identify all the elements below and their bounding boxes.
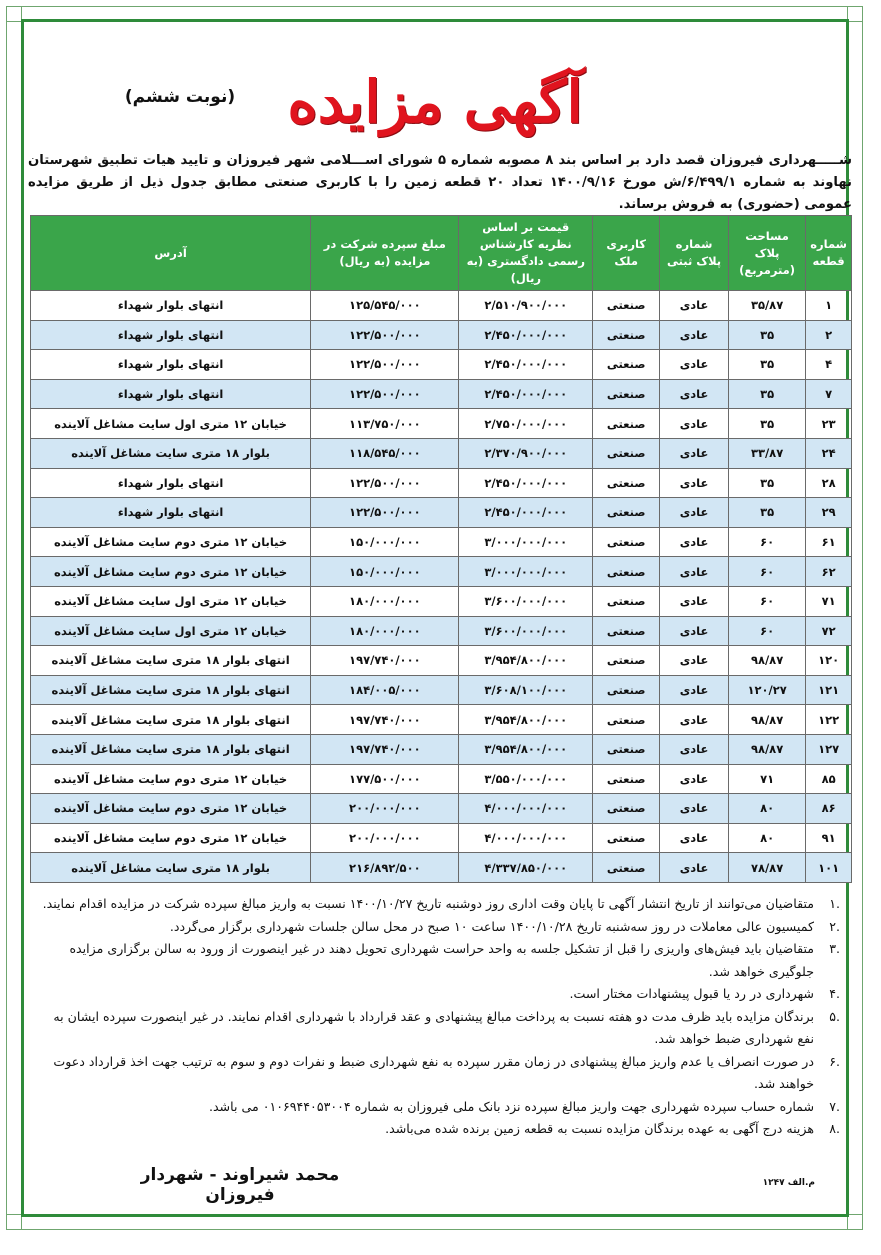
table-header-row [31,216,852,291]
table-cell: صنعتی [593,320,660,350]
table-cell: خیابان ۱۲ متری دوم سایت مشاغل آلاینده [31,794,311,824]
table-cell: ۹۸/۸۷ [728,705,805,735]
note-item [40,1118,840,1141]
table-row [31,705,852,735]
table-cell: صنعتی [593,498,660,528]
note-number: .۱ [829,896,840,911]
table-cell: ۲۰۰/۰۰۰/۰۰۰ [311,823,459,853]
table-cell: انتهای بلوار شهداء [31,350,311,380]
table-cell: ۷ [806,379,852,409]
column-header: شماره قطعه [806,216,852,291]
table-cell: عادی [660,468,729,498]
table-cell: ۴/۳۳۷/۸۵۰/۰۰۰ [459,853,593,883]
table-cell: عادی [660,646,729,676]
table-cell: ۳۵ [728,409,805,439]
table-row [31,823,852,853]
table-row [31,350,852,380]
table-cell: خیابان ۱۲ متری اول سایت مشاغل آلاینده [31,586,311,616]
table-cell: ۲ [806,320,852,350]
table-cell: ۳/۹۵۴/۸۰۰/۰۰۰ [459,705,593,735]
table-cell: عادی [660,675,729,705]
footer-code: م.الف ۱۲۴۷ [762,1178,815,1188]
frame-corner [847,1214,862,1229]
table-cell: صنعتی [593,291,660,321]
table-cell: ۱۷۷/۵۰۰/۰۰۰ [311,764,459,794]
column-header: شماره پلاک ثبتی [660,216,729,291]
note-text: شهرداری در رد یا قبول پیشنهادات مختار است. [569,986,814,1001]
table-cell: ۳۵ [728,379,805,409]
table-cell: عادی [660,616,729,646]
note-number: .۶ [829,1053,840,1069]
table-row [31,675,852,705]
table-cell: صنعتی [593,616,660,646]
table-cell: صنعتی [593,409,660,439]
table-cell: انتهای بلوار ۱۸ متری سایت مشاغل آلاینده [31,675,311,705]
signature: محمد شیراوند - شهردار فیروزان [140,1165,340,1205]
table-cell: ۲/۳۷۰/۹۰۰/۰۰۰ [459,438,593,468]
table-cell: صنعتی [593,379,660,409]
table-cell: ۳/۹۵۴/۸۰۰/۰۰۰ [459,734,593,764]
table-cell: خیابان ۱۲ متری اول سایت مشاغل آلاینده [31,616,311,646]
table-cell: ۶۰ [728,616,805,646]
table-cell: ۷۱ [728,764,805,794]
table-cell: ۱۱۸/۵۴۵/۰۰۰ [311,438,459,468]
column-header: کاربری ملک [593,216,660,291]
table-row [31,291,852,321]
column-header: مساحت پلاک (مترمربع) [728,216,805,291]
table-cell: ۱۸۰/۰۰۰/۰۰۰ [311,586,459,616]
table-cell: ۱۲۲/۵۰۰/۰۰۰ [311,350,459,380]
note-text: برندگان مزایده باید ظرف مدت دو هفته نسبت به پرداخت مبالغ پیشنهادی و عقد قرارداد با شهرداری اقدام نمایند. در غیر اینصورت سپرده ایشان به نفع شهرداری ضبط خواهد شد. [53,1008,814,1046]
table-cell: صنعتی [593,823,660,853]
table-cell: انتهای بلوار شهداء [31,468,311,498]
table-cell: عادی [660,734,729,764]
table-cell: انتهای بلوار ۱۸ متری سایت مشاغل آلاینده [31,734,311,764]
note-item [40,1096,840,1119]
table-cell: صنعتی [593,646,660,676]
table-cell: ۸۶ [806,794,852,824]
note-item [40,938,840,983]
table-cell: ۱۲۵/۵۴۵/۰۰۰ [311,291,459,321]
table-cell: ۶۰ [728,527,805,557]
column-header: آدرس [31,216,311,291]
table-cell: عادی [660,320,729,350]
table-cell: صنعتی [593,438,660,468]
table-row [31,498,852,528]
frame-corner [7,1214,22,1229]
table-row [31,586,852,616]
table-cell: ۲۰۰/۰۰۰/۰۰۰ [311,794,459,824]
table-cell: ۲/۷۵۰/۰۰۰/۰۰۰ [459,409,593,439]
table-cell: ۱۸۴/۰۰۵/۰۰۰ [311,675,459,705]
table-cell: ۱۹۷/۷۴۰/۰۰۰ [311,705,459,735]
table-cell: ۳۳/۸۷ [728,438,805,468]
table-row [31,468,852,498]
table-cell: ۹۸/۸۷ [728,734,805,764]
table-cell: ۱۲۲/۵۰۰/۰۰۰ [311,468,459,498]
table-cell: عادی [660,291,729,321]
table-cell: خیابان ۱۲ متری دوم سایت مشاغل آلاینده [31,557,311,587]
table-cell: انتهای بلوار شهداء [31,379,311,409]
table-row [31,438,852,468]
table-cell: ۳/۹۵۴/۸۰۰/۰۰۰ [459,646,593,676]
table-cell: ۶۲ [806,557,852,587]
table-cell: صنعتی [593,764,660,794]
table-cell: انتهای بلوار ۱۸ متری سایت مشاغل آلاینده [31,705,311,735]
table-cell: ۱۲۱ [806,675,852,705]
note-item [40,983,840,1006]
table-cell: عادی [660,527,729,557]
note-item [40,916,840,939]
table-cell: ۱۵۰/۰۰۰/۰۰۰ [311,557,459,587]
table-cell: عادی [660,557,729,587]
table-cell: ۱۹۷/۷۴۰/۰۰۰ [311,646,459,676]
table-cell: انتهای بلوار ۱۸ متری سایت مشاغل آلاینده [31,646,311,676]
table-cell: ۲/۵۱۰/۹۰۰/۰۰۰ [459,291,593,321]
note-number: .۸ [829,1121,840,1136]
table-cell: صنعتی [593,527,660,557]
table-cell: ۲۴ [806,438,852,468]
table-row [31,794,852,824]
table-cell: ۸۰ [728,823,805,853]
table-cell: ۶۱ [806,527,852,557]
note-item [40,1051,840,1096]
table-cell: بلوار ۱۸ متری سایت مشاغل آلاینده [31,438,311,468]
table-cell: ۲/۴۵۰/۰۰۰/۰۰۰ [459,350,593,380]
table-cell: عادی [660,350,729,380]
table-cell: خیابان ۱۲ متری اول سایت مشاغل آلاینده [31,409,311,439]
table-cell: ۴/۰۰۰/۰۰۰/۰۰۰ [459,823,593,853]
column-header: قیمت بر اساس نظریه کارشناس رسمی دادگستری (به ریال) [459,216,593,291]
table-cell: صنعتی [593,675,660,705]
table-cell: ۱۰۱ [806,853,852,883]
table-row [31,527,852,557]
note-text: متقاضیان باید فیش‌های واریزی را قبل از تشکیل جلسه به واحد حراست شهرداری تحویل دهند در غیر اینصورت از ورود به سالن برگزاری مزایده جلوگیری خواهد شد. [69,941,814,979]
table-cell: ۱۲۷ [806,734,852,764]
table-cell: ۲۸ [806,468,852,498]
table-cell: ۲۳ [806,409,852,439]
auction-table [30,215,852,883]
table-body [31,291,852,883]
table-cell: ۹۱ [806,823,852,853]
table-cell: صنعتی [593,853,660,883]
note-number: .۵ [829,1008,840,1024]
table-cell: ۲/۴۵۰/۰۰۰/۰۰۰ [459,468,593,498]
table-cell: صنعتی [593,350,660,380]
table-cell: ۳/۰۰۰/۰۰۰/۰۰۰ [459,557,593,587]
table-cell: ۹۸/۸۷ [728,646,805,676]
table-row [31,853,852,883]
note-text: کمیسیون عالی معاملات در روز سه‌شنبه تاریخ ۱۴۰۰/۱۰/۲۸ ساعت ۱۰ صبح در محل سالن جلسات شهرداری برگزار می‌گردد. [169,918,814,934]
frame-corner [847,7,862,22]
table-cell: عادی [660,438,729,468]
table-cell: عادی [660,379,729,409]
table-cell: عادی [660,853,729,883]
table-cell: صنعتی [593,705,660,735]
table-cell: ۲/۴۵۰/۰۰۰/۰۰۰ [459,379,593,409]
note-text: شماره حساب سپرده شهرداری جهت واریز مبالغ سپرده نزد بانک ملی فیروزان به شماره ۰۱۰۶۹۴۴۰۵۳۰۰۴ می باشد. [208,1098,814,1114]
table-cell: ۱۲۲/۵۰۰/۰۰۰ [311,498,459,528]
table-cell: ۱۹۷/۷۴۰/۰۰۰ [311,734,459,764]
table-cell: ۳/۶۰۰/۰۰۰/۰۰۰ [459,616,593,646]
table-cell: ۷۱ [806,586,852,616]
note-item [40,1006,840,1051]
column-header: مبلغ سپرده شرکت در مزایده (به ریال) [311,216,459,291]
table-cell: ۱۲۲ [806,705,852,735]
table-cell: ۲/۴۵۰/۰۰۰/۰۰۰ [459,320,593,350]
note-text: هزینه درج آگهی به عهده برندگان مزایده نسبت به قطعه زمین برنده شده می‌باشد. [385,1121,814,1136]
note-text: در صورت انصراف یا عدم واریز مبالغ پیشنهادی در زمان مقرر سپرده به نفع شهرداری ضبط و نفرات دوم و سوم به ترتیب جهت اخذ قرارداد دعوت خواهند شد. [53,1053,814,1091]
table-cell: خیابان ۱۲ متری دوم سایت مشاغل آلاینده [31,764,311,794]
table-cell: انتهای بلوار شهداء [31,320,311,350]
table-cell: عادی [660,705,729,735]
table-cell: ۳۵ [728,350,805,380]
table-cell: ۱۲۰/۲۷ [728,675,805,705]
table-cell: ۱۸۰/۰۰۰/۰۰۰ [311,616,459,646]
frame-corner [7,7,22,22]
table-cell: ۱۱۳/۷۵۰/۰۰۰ [311,409,459,439]
table-cell: ۳۵ [728,498,805,528]
table-cell: عادی [660,823,729,853]
page-subtitle: (نوبت ششم) [124,87,236,107]
table-row [31,646,852,676]
note-number: .۳ [829,941,840,956]
table-cell: ۲۹ [806,498,852,528]
table-cell: ۶۰ [728,557,805,587]
table-cell: خیابان ۱۲ متری دوم سایت مشاغل آلاینده [31,823,311,853]
table-cell: ۸۰ [728,794,805,824]
note-item [40,893,840,916]
table-cell: صنعتی [593,557,660,587]
table-cell: عادی [660,498,729,528]
table-row [31,734,852,764]
table-cell: ۱ [806,291,852,321]
table-row [31,320,852,350]
table-cell: ۱۲۲/۵۰۰/۰۰۰ [311,379,459,409]
notes-list [40,893,840,1141]
table-cell: انتهای بلوار شهداء [31,498,311,528]
table-cell: ۲/۴۵۰/۰۰۰/۰۰۰ [459,498,593,528]
table-row [31,616,852,646]
table-cell: عادی [660,409,729,439]
note-number: .۴ [829,986,840,1001]
table-cell: ۸۵ [806,764,852,794]
table-cell: عادی [660,764,729,794]
table-cell: ۳/۰۰۰/۰۰۰/۰۰۰ [459,527,593,557]
table-cell: ۳/۶۰۸/۱۰۰/۰۰۰ [459,675,593,705]
table-cell: ۷۲ [806,616,852,646]
table-cell: بلوار ۱۸ متری سایت مشاغل آلاینده [31,853,311,883]
table-cell: صنعتی [593,468,660,498]
table-cell: ۳۵ [728,468,805,498]
intro-paragraph: شـــــهرداری فیروزان قصد دارد بر اساس بند ۸ مصوبه شماره ۵ شورای اســـلامی شهر فیروزان و تایید هیات تطبیق شهرستان نهاوند به شماره ۶/۴۹۹/۱/ش مورخ ۱۴۰۰/۹/۱۶ تعداد ۲۰ قطعه زمین را با کاربری صنعتی مطابق جدول ذیل از طریق مزایده عمومی (حضوری) به فروش برساند. [28,153,853,212]
table-cell: صنعتی [593,734,660,764]
note-number: .۷ [829,1098,840,1114]
table-cell: ۳/۶۰۰/۰۰۰/۰۰۰ [459,586,593,616]
table-cell: ۳۵/۸۷ [728,291,805,321]
table-cell: ۱۲۲/۵۰۰/۰۰۰ [311,320,459,350]
table-cell: ۳/۵۵۰/۰۰۰/۰۰۰ [459,764,593,794]
note-number: .۲ [829,918,840,934]
table-cell: ۱۵۰/۰۰۰/۰۰۰ [311,527,459,557]
table-cell: ۳۵ [728,320,805,350]
table-row [31,379,852,409]
note-text: متقاضیان می‌توانند از تاریخ انتشار آگهی تا پایان وقت اداری روز دوشنبه تاریخ ۱۴۰۰/۱۰/۲۷ نسبت به واریز مبالغ سپرده شرکت در مزایده اقدام نمایند. [42,896,814,911]
table-cell: ۲۱۶/۸۹۲/۵۰۰ [311,853,459,883]
table-row [31,409,852,439]
table-cell: ۶۰ [728,586,805,616]
table-row [31,764,852,794]
page-title: آگهی مزایده [287,68,583,136]
table-cell: انتهای بلوار شهداء [31,291,311,321]
table-cell: ۴/۰۰۰/۰۰۰/۰۰۰ [459,794,593,824]
table-cell: عادی [660,794,729,824]
table-cell: صنعتی [593,586,660,616]
table-cell: ۴ [806,350,852,380]
table-cell: صنعتی [593,794,660,824]
table-row [31,557,852,587]
table-cell: ۱۲۰ [806,646,852,676]
table-cell: عادی [660,586,729,616]
table-cell: ۷۸/۸۷ [728,853,805,883]
table-cell: خیابان ۱۲ متری دوم سایت مشاغل آلاینده [31,527,311,557]
